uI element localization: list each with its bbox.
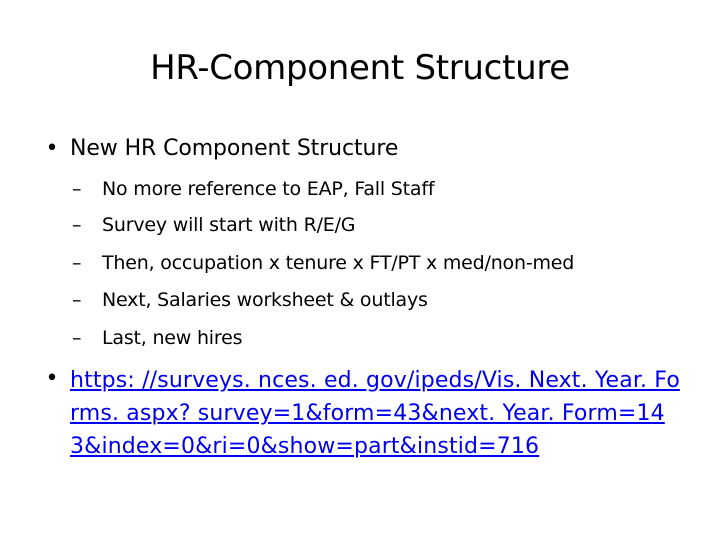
bullet-text: New HR Component Structure [70,136,399,161]
bullet-item-hr-structure [34,134,398,164]
sub-bullet-text: Then, occupation x tenure x FT/PT x med/non-med [102,252,575,274]
bullet-icon: • [45,136,59,161]
dash-icon: – [72,289,82,311]
bullet-icon: • [45,366,59,391]
bullet-item-link [34,364,690,463]
dash-icon: – [72,327,82,349]
sub-bullet-item [72,250,574,276]
dash-icon: – [72,252,82,274]
dash-icon: – [72,178,82,200]
link-line: rms. aspx? survey=1&form=43&next. Year. Form=14 [70,401,665,426]
sub-bullet-item [72,212,355,238]
ipeds-survey-link[interactable] [70,364,690,463]
sub-bullet-text: Last, new hires [102,327,243,349]
link-line: 3&index=0&ri=0&show=part&instid=716 [70,434,540,459]
dash-icon: – [72,214,82,236]
sub-bullet-text: No more reference to EAP, Fall Staff [102,178,435,200]
sub-bullet-item [72,176,434,202]
sub-bullet-text: Survey will start with R/E/G [102,214,356,236]
slide-title: HR-Component Structure [150,48,570,88]
link-line: https: //surveys. nces. ed. gov/ipeds/Vis. Next. Year. Fo [70,368,680,393]
sub-bullet-text: Next, Salaries worksheet & outlays [102,289,428,311]
sub-bullet-item [72,325,242,351]
sub-bullet-item [72,287,428,313]
